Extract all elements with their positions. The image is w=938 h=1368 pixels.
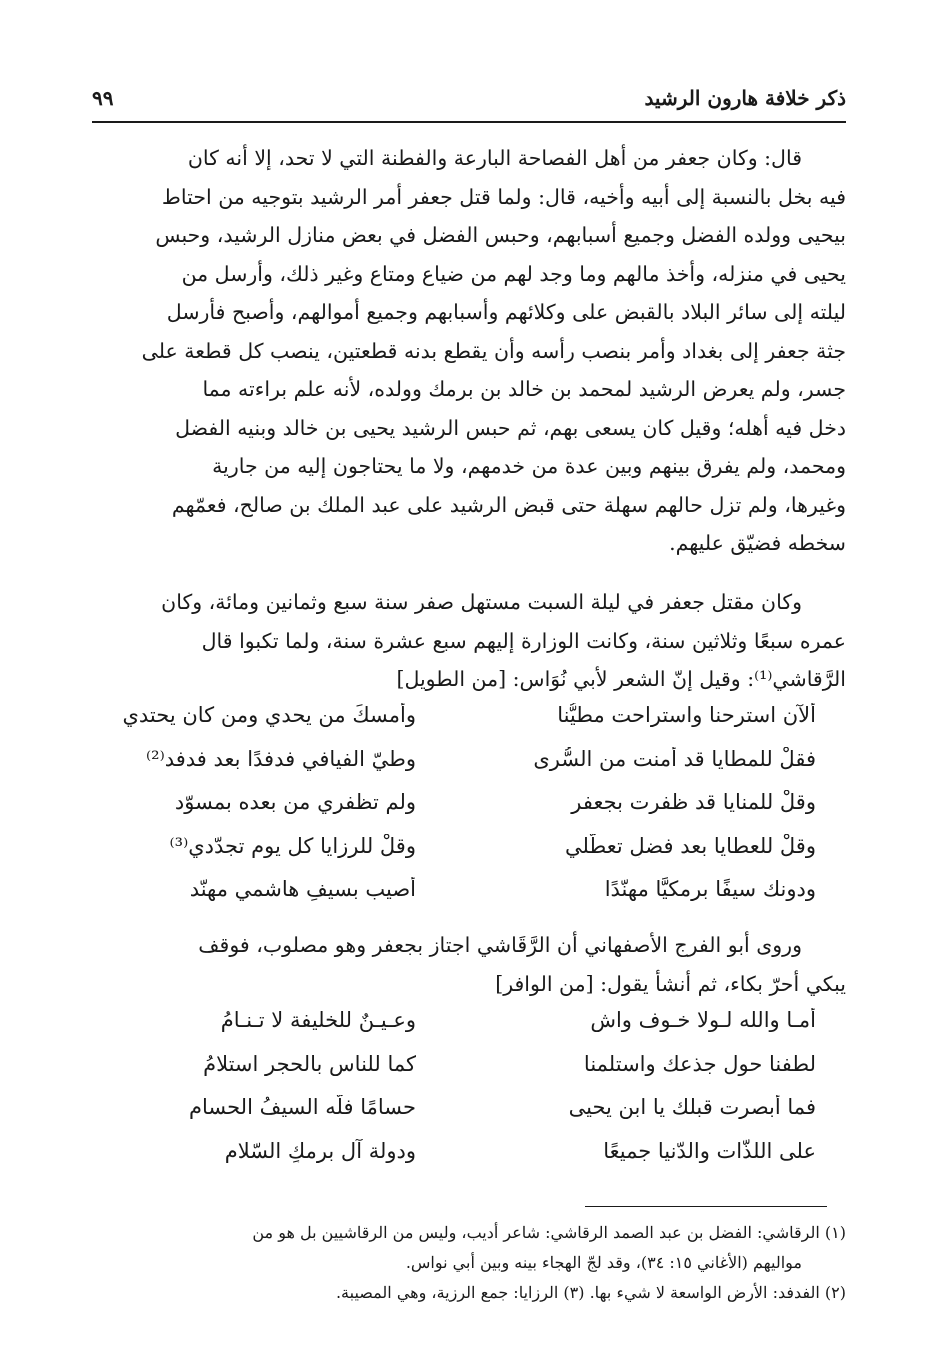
verse — [92, 747, 846, 791]
text-line: وروى أبو الفرج الأصفهاني أن الرَّقَاشي اجتاز بجعفر وهو مصلوب، فوقف — [198, 933, 802, 957]
text-line: سخطه فضيّق عليهم. — [669, 531, 846, 555]
footnote-line: (٢) الفدفد: الأرض الواسعة لا شيء بها. (٣) الرزايا: جمع الرزية، وهي المصيبة. — [335, 1283, 846, 1302]
text-line: دخل فيه أهله؛ وقيل كان يسعى بهم، ثم حبس الرشيد يحيى بن خالد وبنيه الفضل — [175, 415, 846, 440]
text-line: وكان مقتل جعفر في ليلة السبت مستهل صفر سنة سبع وثمانين ومائة، وكان — [161, 590, 802, 614]
second-hemistich: حسامًا فلّه السيفُ الحسام — [188, 1095, 416, 1119]
first-hemistich: ألآن استرحنا واستراحت مطيُّنا — [557, 703, 816, 727]
chapter-title: ذكر خلافة هارون الرشيد — [644, 86, 846, 110]
running-header — [92, 86, 846, 118]
first-hemistich: أمـا والله لـولا خـوف واشٍ — [590, 1008, 816, 1032]
footnote-divider — [585, 1206, 827, 1207]
text-line: ليلته إلى سائر البلاد بالقبض على وكلائهم وأسبابهم وجميع أموالهم، وأصبح فأرسل — [166, 300, 846, 324]
verse — [92, 790, 846, 834]
page-number: ٩٩ — [92, 86, 114, 110]
header-divider — [92, 121, 846, 123]
verse — [92, 1052, 846, 1096]
text-line: بيحيى وولده الفضل وجميع أسبابهم، وحبس الفضل في بعض منازل الرشيد، وحبس — [155, 223, 846, 247]
second-hemistich: وأمسكَ من يحدي ومن كان يحتدي — [122, 703, 416, 727]
text-line: الرَّقاشي⁽¹⁾: وقيل إنّ الشعر لأبي نُوَاس: [من الطويل] — [396, 667, 846, 691]
first-hemistich: وقلْ للعطايا بعد فضلٍ تعطّلي — [565, 833, 816, 858]
text-line: جثة جعفر إلى بغداد وأمر بنصب رأسه وأن يقطع بدنه قطعتين، ينصب كل قطعة على — [141, 338, 846, 363]
second-hemistich: وطيّ الفيافي فدفدًا بعد فدفد⁽²⁾ — [145, 746, 416, 771]
poem-2 — [92, 1008, 846, 1182]
second-hemistich: وعـيـنٌ للخليفة لا تـنـامُ — [220, 1008, 416, 1032]
text-line: فيه بخل بالنسبة إلى أبيه وأخيه، قال: ولما قتل جعفر أمر الرشيد بتوجيه من احتاط — [161, 184, 846, 209]
first-hemistich: على اللذّات والدّنيا جميعًا — [603, 1138, 816, 1163]
verse — [92, 1008, 846, 1052]
text-line: عمره سبعًا وثلاثين سنة، وكانت الوزارة إليهم سبع عشرة سنة، ولما تكبوا قال — [201, 628, 846, 653]
first-hemistich: لطفنا حول جذعك واستلمنا — [583, 1051, 816, 1076]
first-hemistich: فما أبصرت قبلك يا ابن يحيى — [568, 1095, 816, 1119]
footnote-line: (١) الرقاشي: الفضل بن عبد الصمد الرقاشي: شاعر أديب، وليس من الرقاشيين بل هو من — [252, 1223, 846, 1242]
second-hemistich: أصيب بسيفِ هاشمي مهنّد — [189, 877, 416, 901]
verse — [92, 877, 846, 921]
verse — [92, 703, 846, 747]
text-line: يحيى في منزله، وأخذ مالهم وما وجد لهم من ضياع ومتاع وغير ذلك، وأرسل من — [181, 261, 846, 286]
text-line: يبكي أحرّ بكاء، ثم أنشأ يقول: [من الوافر] — [495, 971, 846, 996]
text-line: وغيرها، ولم تزل حالهم سهلة حتى قبض الرشيد على عبد الملك بن صالح، فعمّهم — [171, 492, 846, 517]
first-hemistich: ودونك سيفًا برمكيًّا مهنّدًا — [604, 877, 816, 901]
second-hemistich: وقلْ للرزايا كل يوم تجدّدي⁽³⁾ — [169, 833, 416, 858]
paragraph-3 — [92, 926, 846, 1003]
footnote-line: مواليهم (الأغاني ١٥: ٣٤)، وقد لجّ الهجاء بينه وبين أبي نواس. — [405, 1253, 802, 1272]
second-hemistich: كما للناس بالحجر استلامُ — [203, 1051, 416, 1076]
text-line: جسر، ولم يعرض الرشيد لمحمد بن خالد بن برمك وولده، لأنه علم براءته مما — [202, 377, 846, 401]
text-line: ومحمد، ولم يفرق بينهم وبين عدة من خدمهم، ولا ما يحتاجون إليه من جارية — [212, 454, 846, 478]
paragraph-1 — [92, 139, 846, 563]
second-hemistich: ولم تظفري من بعده بمسوّد — [174, 790, 416, 814]
second-hemistich: ودولة آل برمكٍ السّلام — [224, 1138, 416, 1163]
first-hemistich: وقلْ للمنايا قد ظفرت بجعفرٍ — [571, 790, 816, 814]
verse — [92, 1095, 846, 1139]
verse — [92, 1139, 846, 1183]
text-line: قال: وكان جعفر من أهل الفصاحة البارعة والفطنة التي لا تحد، إلا أنه كان — [187, 146, 802, 170]
first-hemistich: فقلْ للمطايا قد أمنت من السُّرى — [533, 746, 816, 771]
verse — [92, 834, 846, 878]
poem-1 — [92, 703, 846, 921]
paragraph-2 — [92, 583, 846, 699]
footnotes — [92, 1218, 846, 1308]
